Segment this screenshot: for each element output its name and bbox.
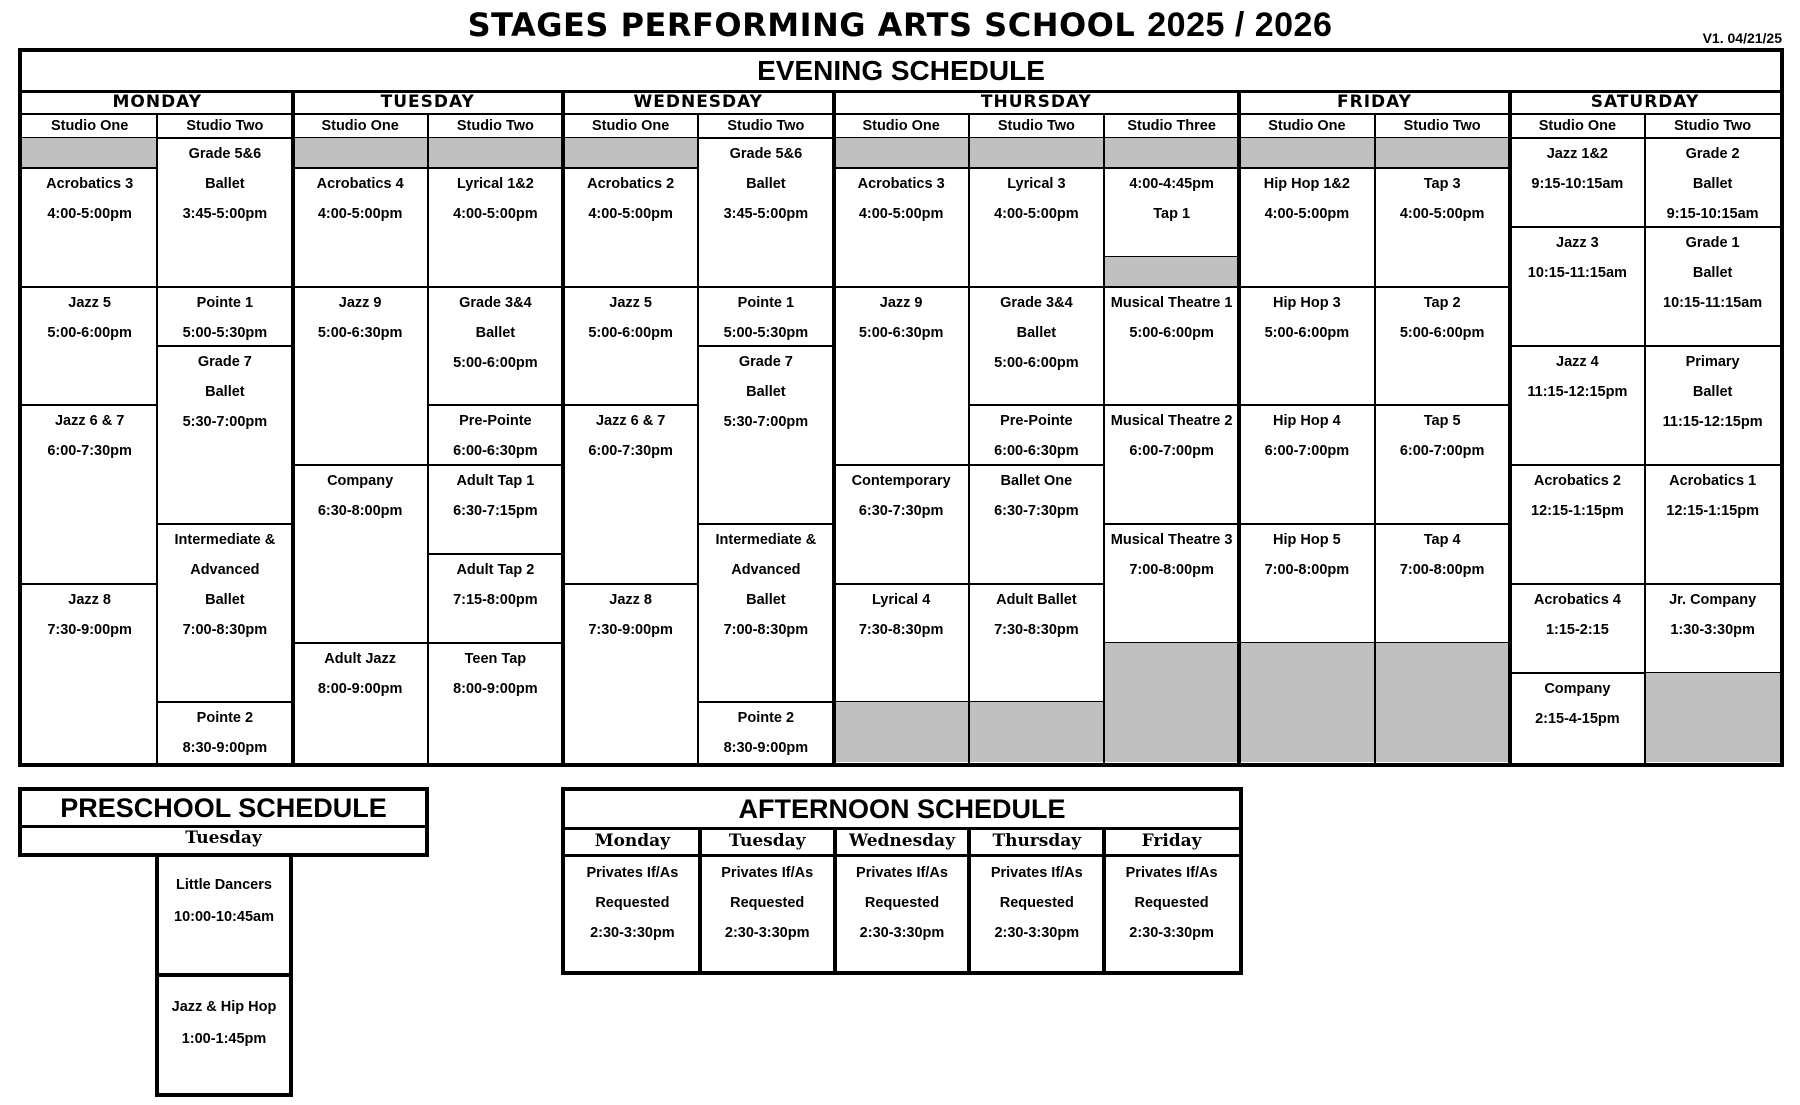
preschool-class-cell bbox=[159, 975, 289, 1093]
class-text: 10:15-11:15am bbox=[1527, 265, 1627, 282]
class-text: Hip Hop 5 bbox=[1273, 532, 1341, 549]
class-text: 5:00-6:00pm bbox=[47, 324, 132, 341]
day-header-thursday: THURSDAY bbox=[980, 92, 1092, 112]
class-text: 8:30-9:00pm bbox=[182, 740, 268, 757]
class-text: 7:00-8:30pm bbox=[182, 622, 268, 639]
class-cell bbox=[698, 524, 833, 702]
class-text: 4:00-5:00pm bbox=[1264, 205, 1350, 222]
class-text: Acrobatics 1 bbox=[1669, 472, 1757, 489]
class-text: Ballet bbox=[475, 324, 516, 341]
class-cell bbox=[698, 287, 833, 346]
day-divider bbox=[561, 90, 565, 763]
class-cell bbox=[22, 168, 157, 287]
class-text: 1:30-3:30pm bbox=[1670, 621, 1755, 638]
class-text: 4:00-4:45pm bbox=[1129, 175, 1214, 192]
class-cell bbox=[1239, 524, 1374, 643]
empty-slot bbox=[1239, 138, 1374, 168]
class-text: Requested bbox=[864, 895, 940, 911]
empty-slot bbox=[1375, 138, 1510, 168]
studio-label: Studio One bbox=[862, 118, 940, 134]
class-text: Pre-Pointe bbox=[459, 413, 532, 430]
class-text: Acrobatics 2 bbox=[1533, 472, 1621, 489]
class-cell bbox=[698, 138, 833, 287]
studio-label: Studio Two bbox=[1674, 118, 1752, 134]
class-text: 5:00-5:30pm bbox=[182, 324, 268, 341]
class-text: 1:00-1:45pm bbox=[181, 1031, 267, 1047]
class-text: Hip Hop 4 bbox=[1273, 413, 1341, 430]
class-text: Tap 2 bbox=[1423, 294, 1461, 311]
class-cell bbox=[1375, 168, 1510, 287]
class-text: 4:00-5:00pm bbox=[1399, 205, 1485, 222]
class-text: 4:00-5:00pm bbox=[47, 205, 132, 222]
class-text: Privates If/As bbox=[586, 865, 679, 881]
class-text: 6:30-7:15pm bbox=[453, 502, 538, 519]
studio-label: Studio One bbox=[1538, 118, 1617, 134]
class-cell bbox=[1645, 346, 1780, 465]
studio-label: Studio One bbox=[321, 118, 399, 134]
class-cell bbox=[428, 168, 563, 287]
class-text: Adult Ballet bbox=[996, 591, 1077, 608]
class-text: 2:15-4-15pm bbox=[1535, 710, 1620, 727]
class-cell bbox=[834, 287, 969, 465]
class-text: 11:15-12:15pm bbox=[1527, 383, 1628, 400]
class-cell bbox=[428, 643, 563, 762]
day-header-tuesday: TUESDAY bbox=[380, 92, 475, 112]
class-cell bbox=[1239, 287, 1374, 406]
class-text: Jazz 8 bbox=[68, 591, 111, 608]
class-cell bbox=[293, 643, 428, 762]
class-text: 5:00-6:00pm bbox=[994, 354, 1079, 371]
class-text: 2:30-3:30pm bbox=[724, 925, 810, 941]
afternoon-class-cell bbox=[1104, 857, 1239, 971]
class-text: Ballet bbox=[1692, 176, 1733, 192]
class-cell bbox=[157, 524, 292, 702]
class-text: Requested bbox=[595, 895, 670, 911]
class-text: 2:30-3:30pm bbox=[590, 925, 675, 941]
class-text: Hip Hop 3 bbox=[1273, 294, 1341, 311]
class-text: 4:00-5:00pm bbox=[994, 205, 1079, 222]
class-text: Jazz 3 bbox=[1556, 235, 1599, 252]
class-text: 5:00-5:30pm bbox=[723, 324, 809, 341]
class-text: Jazz 5 bbox=[609, 294, 652, 311]
class-text: Adult Tap 1 bbox=[456, 472, 535, 489]
class-cell bbox=[1239, 405, 1374, 524]
class-text: Jazz 6 & 7 bbox=[54, 413, 125, 430]
studio-divider bbox=[1103, 114, 1105, 763]
class-text: Grade 3&4 bbox=[459, 294, 532, 311]
afternoon-class-cell bbox=[700, 857, 835, 971]
class-text: Pointe 2 bbox=[737, 710, 795, 727]
class-text: 6:00-7:30pm bbox=[588, 443, 673, 460]
class-cell bbox=[1375, 524, 1510, 643]
afternoon-class-cell bbox=[565, 857, 700, 971]
empty-slot bbox=[1239, 643, 1374, 762]
class-text: 8:00-9:00pm bbox=[317, 680, 403, 697]
class-cell bbox=[157, 287, 292, 346]
studio-divider bbox=[1644, 114, 1646, 763]
class-text: 7:00-8:00pm bbox=[1399, 562, 1485, 579]
class-cell bbox=[969, 405, 1104, 464]
studio-divider bbox=[156, 114, 158, 763]
afternoon-day-monday: Monday bbox=[594, 831, 671, 851]
day-header-friday: FRIDAY bbox=[1337, 92, 1412, 112]
class-text: Acrobatics 3 bbox=[46, 175, 134, 192]
afternoon-day-tuesday: Tuesday bbox=[728, 831, 806, 851]
class-text: 6:00-7:00pm bbox=[1399, 443, 1485, 460]
class-cell bbox=[834, 465, 969, 584]
class-text: 4:00-5:00pm bbox=[317, 205, 403, 222]
class-text: Lyrical 3 bbox=[1007, 175, 1066, 192]
afternoon-class-cell bbox=[835, 857, 970, 971]
empty-slot bbox=[969, 702, 1104, 761]
studio-label: Studio Three bbox=[1127, 118, 1216, 134]
class-text: Acrobatics 4 bbox=[1533, 591, 1621, 608]
class-text: Privates If/As bbox=[990, 865, 1083, 881]
class-text: Ballet bbox=[746, 176, 786, 192]
class-text: Pointe 1 bbox=[737, 294, 795, 311]
empty-slot bbox=[1104, 138, 1239, 168]
class-text: 5:30-7:00pm bbox=[182, 413, 268, 430]
class-text: Jazz 9 bbox=[338, 294, 382, 311]
empty-slot bbox=[834, 702, 969, 761]
class-text: 7:00-8:00pm bbox=[1264, 562, 1350, 579]
class-text: Grade 7 bbox=[197, 353, 252, 370]
class-text: 6:00-7:00pm bbox=[1129, 443, 1214, 460]
empty-slot bbox=[563, 138, 698, 168]
class-cell bbox=[1104, 168, 1239, 257]
class-text: 6:00-7:00pm bbox=[1264, 443, 1350, 460]
empty-slot bbox=[1104, 257, 1239, 287]
class-cell bbox=[428, 287, 563, 406]
day-divider bbox=[1237, 90, 1241, 763]
class-text: 11:15-12:15pm bbox=[1662, 413, 1763, 430]
class-text: Adult Jazz bbox=[324, 650, 396, 667]
class-cell bbox=[1510, 673, 1645, 762]
class-text: Primary bbox=[1685, 353, 1740, 370]
class-text: 7:30-9:00pm bbox=[588, 621, 673, 638]
day-divider bbox=[698, 827, 702, 971]
class-text: Advanced bbox=[190, 562, 260, 579]
class-text: 8:30-9:00pm bbox=[723, 740, 809, 757]
class-cell bbox=[1510, 346, 1645, 465]
class-text: 6:00-6:30pm bbox=[994, 443, 1079, 460]
class-text: Grade 5&6 bbox=[188, 146, 262, 162]
class-cell bbox=[563, 287, 698, 406]
class-text: Ballet bbox=[205, 383, 245, 400]
empty-slot bbox=[428, 138, 563, 168]
class-text: Musical Theatre 1 bbox=[1110, 294, 1233, 311]
class-text: Ballet bbox=[746, 592, 786, 609]
class-text: Jazz 4 bbox=[1556, 353, 1599, 370]
class-text: 12:15-1:15pm bbox=[1666, 502, 1759, 519]
class-cell bbox=[1375, 287, 1510, 406]
class-cell bbox=[969, 465, 1104, 584]
preschool-class-cell bbox=[159, 853, 289, 975]
class-text: 4:00-5:00pm bbox=[858, 205, 944, 222]
class-text: Privates If/As bbox=[721, 865, 814, 881]
preschool-day-label: Tuesday bbox=[185, 828, 262, 848]
class-text: 2:30-3:30pm bbox=[1129, 925, 1214, 941]
class-cell bbox=[1510, 227, 1645, 346]
class-cell bbox=[969, 168, 1104, 287]
class-cell bbox=[698, 346, 833, 524]
class-text: Ballet bbox=[1016, 324, 1057, 341]
class-text: 6:30-7:30pm bbox=[858, 502, 944, 519]
class-cell bbox=[834, 584, 969, 703]
class-text: 5:00-6:00pm bbox=[1399, 324, 1485, 341]
day-divider bbox=[967, 827, 971, 971]
class-text: Lyrical 1&2 bbox=[456, 175, 534, 192]
class-cell bbox=[1645, 227, 1780, 346]
afternoon-day-thursday: Thursday bbox=[992, 831, 1082, 851]
class-cell bbox=[293, 287, 428, 465]
empty-slot bbox=[1645, 673, 1780, 762]
class-text: 12:15-1:15pm bbox=[1531, 502, 1624, 519]
class-text: Intermediate & bbox=[174, 532, 276, 549]
class-text: Pointe 2 bbox=[196, 710, 254, 727]
class-text: Pointe 1 bbox=[196, 294, 254, 311]
class-text: Ballet bbox=[1692, 265, 1733, 282]
afternoon-class-cell bbox=[969, 857, 1104, 971]
class-cell bbox=[1510, 138, 1645, 227]
evening-schedule-title: EVENING SCHEDULE bbox=[22, 52, 1780, 93]
class-text: 6:30-7:30pm bbox=[994, 502, 1079, 519]
class-text: Ballet bbox=[1692, 383, 1733, 400]
class-text: Jazz 1&2 bbox=[1546, 146, 1608, 162]
empty-slot bbox=[22, 138, 157, 168]
class-cell bbox=[293, 168, 428, 287]
class-cell bbox=[157, 346, 292, 524]
studio-label: Studio Two bbox=[1403, 118, 1481, 134]
school-name: STAGES PERFORMING ARTS SCHOOL bbox=[467, 6, 1136, 44]
class-text: Little Dancers bbox=[176, 877, 272, 893]
class-text: 5:00-6:30pm bbox=[858, 324, 944, 341]
class-text: Ballet bbox=[205, 592, 245, 609]
class-text: 2:30-3:30pm bbox=[859, 925, 945, 941]
class-text: 7:15-8:00pm bbox=[453, 591, 538, 608]
class-cell bbox=[698, 702, 833, 761]
day-header-saturday: SATURDAY bbox=[1590, 92, 1700, 112]
studio-divider bbox=[1374, 114, 1376, 763]
class-text: Grade 7 bbox=[738, 353, 793, 370]
day-header-divider bbox=[22, 113, 1780, 115]
class-cell bbox=[293, 465, 428, 643]
day-divider bbox=[1102, 827, 1106, 971]
class-text: Acrobatics 4 bbox=[316, 175, 404, 192]
preschool-schedule-title: PRESCHOOL SCHEDULE bbox=[22, 791, 425, 828]
afternoon-grid bbox=[565, 827, 1239, 971]
class-text: Jazz 6 & 7 bbox=[595, 413, 666, 430]
class-text: 9:15-10:15am bbox=[1531, 176, 1624, 192]
day-divider bbox=[832, 90, 836, 763]
class-cell bbox=[22, 287, 157, 406]
empty-slot bbox=[969, 138, 1104, 168]
class-text: Privates If/As bbox=[856, 865, 948, 881]
empty-slot bbox=[293, 138, 428, 168]
class-text: 7:00-8:00pm bbox=[1129, 562, 1214, 579]
day-divider bbox=[1508, 90, 1512, 763]
empty-slot bbox=[834, 138, 969, 168]
class-cell bbox=[563, 584, 698, 762]
class-cell bbox=[428, 465, 563, 554]
class-text: Requested bbox=[999, 895, 1074, 911]
class-text: 10:15-11:15am bbox=[1663, 295, 1763, 312]
class-text: Acrobatics 2 bbox=[587, 175, 675, 192]
class-text: 8:00-9:00pm bbox=[453, 680, 538, 697]
studio-label: Studio One bbox=[1268, 118, 1346, 134]
class-text: Tap 3 bbox=[1423, 175, 1461, 192]
class-text: Privates If/As bbox=[1125, 865, 1218, 881]
studio-label: Studio Two bbox=[727, 118, 805, 134]
class-cell bbox=[1239, 168, 1374, 287]
afternoon-day-friday: Friday bbox=[1141, 831, 1202, 851]
class-text: Musical Theatre 2 bbox=[1110, 413, 1233, 430]
studio-label: Studio One bbox=[591, 118, 670, 134]
class-text: Jr. Company bbox=[1669, 591, 1757, 608]
class-text: 6:30-8:00pm bbox=[317, 502, 403, 519]
class-text: Tap 5 bbox=[1423, 413, 1461, 430]
empty-slot bbox=[1104, 643, 1239, 762]
class-text: Requested bbox=[730, 895, 805, 911]
class-text: 1:15-2:15 bbox=[1545, 621, 1609, 638]
day-header-monday: MONDAY bbox=[112, 92, 203, 112]
class-text: Musical Theatre 3 bbox=[1110, 532, 1233, 549]
class-text: 7:30-8:30pm bbox=[858, 621, 944, 638]
class-text: Jazz 8 bbox=[609, 591, 652, 608]
class-text: Jazz 5 bbox=[68, 294, 111, 311]
class-cell bbox=[1645, 465, 1780, 584]
afternoon-schedule bbox=[561, 787, 1243, 975]
studio-label: Studio Two bbox=[456, 118, 534, 134]
class-text: Requested bbox=[1134, 895, 1209, 911]
class-text: 7:30-9:00pm bbox=[47, 621, 132, 638]
class-text: Intermediate & bbox=[715, 532, 817, 549]
evening-grid bbox=[22, 90, 1780, 763]
class-text: Ballet One bbox=[1000, 472, 1073, 489]
class-text: 5:00-6:00pm bbox=[453, 354, 538, 371]
day-divider bbox=[291, 90, 295, 763]
class-cell bbox=[22, 584, 157, 762]
class-text: Company bbox=[1544, 680, 1611, 697]
school-title bbox=[0, 6, 1800, 45]
class-text: 9:15-10:15am bbox=[1666, 206, 1759, 222]
class-text: 5:00-6:00pm bbox=[1129, 324, 1214, 341]
class-text: 5:30-7:00pm bbox=[723, 413, 809, 430]
class-text: 5:00-6:00pm bbox=[1264, 324, 1350, 341]
class-text: Grade 5&6 bbox=[729, 146, 803, 162]
class-text: Grade 3&4 bbox=[1000, 294, 1073, 311]
class-text: 3:45-5:00pm bbox=[723, 206, 809, 222]
class-text: Contemporary bbox=[851, 472, 951, 489]
class-text: 7:00-8:30pm bbox=[723, 622, 809, 639]
class-cell bbox=[1375, 405, 1510, 524]
class-cell bbox=[969, 287, 1104, 406]
school-year: 2025 / 2026 bbox=[1147, 6, 1333, 44]
class-cell bbox=[1104, 287, 1239, 406]
class-text: 5:00-6:30pm bbox=[317, 324, 403, 341]
class-text: Advanced bbox=[731, 562, 801, 579]
class-cell bbox=[1104, 524, 1239, 643]
class-cell bbox=[563, 168, 698, 287]
class-cell bbox=[834, 168, 969, 287]
preschool-classes bbox=[155, 853, 293, 1097]
class-text: Pre-Pointe bbox=[1000, 413, 1073, 430]
studio-label: Studio One bbox=[50, 118, 129, 134]
afternoon-day-wednesday: Wednesday bbox=[849, 831, 955, 851]
class-text: Hip Hop 1&2 bbox=[1263, 175, 1350, 192]
class-text: Tap 4 bbox=[1423, 532, 1461, 549]
studio-label: Studio Two bbox=[997, 118, 1075, 134]
day-divider bbox=[833, 827, 837, 971]
class-text: 6:00-7:30pm bbox=[47, 443, 132, 460]
class-text: Ballet bbox=[746, 383, 786, 400]
preschool-schedule bbox=[18, 787, 429, 857]
class-cell bbox=[22, 405, 157, 583]
class-cell bbox=[157, 138, 292, 287]
class-text: Acrobatics 3 bbox=[857, 175, 945, 192]
class-text: Jazz & Hip Hop bbox=[171, 999, 277, 1015]
version-label: V1. 04/21/25 bbox=[1702, 30, 1782, 46]
class-cell bbox=[563, 405, 698, 583]
class-text: Jazz 9 bbox=[879, 294, 923, 311]
class-text: 4:00-5:00pm bbox=[453, 205, 538, 222]
studio-divider bbox=[968, 114, 970, 763]
class-text: 2:30-3:30pm bbox=[994, 925, 1080, 941]
class-text: 6:00-6:30pm bbox=[453, 443, 538, 460]
class-cell bbox=[428, 554, 563, 643]
afternoon-schedule-title: AFTERNOON SCHEDULE bbox=[565, 791, 1239, 830]
day-header-wednesday: WEDNESDAY bbox=[633, 92, 763, 112]
class-cell bbox=[1645, 138, 1780, 227]
class-cell bbox=[1645, 584, 1780, 673]
class-cell bbox=[1104, 405, 1239, 524]
class-cell bbox=[1510, 465, 1645, 584]
class-text: Tap 1 bbox=[1153, 205, 1191, 222]
class-text: Lyrical 4 bbox=[871, 591, 931, 608]
class-text: Ballet bbox=[205, 176, 245, 192]
class-text: Grade 2 bbox=[1685, 146, 1740, 162]
studio-label: Studio Two bbox=[186, 118, 264, 134]
class-text: Teen Tap bbox=[464, 650, 527, 667]
class-text: 3:45-5:00pm bbox=[182, 206, 268, 222]
class-cell bbox=[1510, 584, 1645, 673]
class-text: Grade 1 bbox=[1685, 235, 1740, 252]
class-text: Adult Tap 2 bbox=[456, 561, 535, 578]
class-cell bbox=[428, 405, 563, 464]
class-text: 7:30-8:30pm bbox=[994, 621, 1079, 638]
class-text: 4:00-5:00pm bbox=[588, 205, 673, 222]
studio-divider bbox=[427, 114, 429, 763]
empty-slot bbox=[1375, 643, 1510, 762]
studio-divider bbox=[697, 114, 699, 763]
class-text: Company bbox=[327, 472, 394, 489]
class-text: 10:00-10:45am bbox=[174, 909, 274, 925]
class-cell bbox=[969, 584, 1104, 703]
evening-schedule bbox=[18, 48, 1784, 767]
class-cell bbox=[157, 702, 292, 761]
class-text: 5:00-6:00pm bbox=[588, 324, 673, 341]
